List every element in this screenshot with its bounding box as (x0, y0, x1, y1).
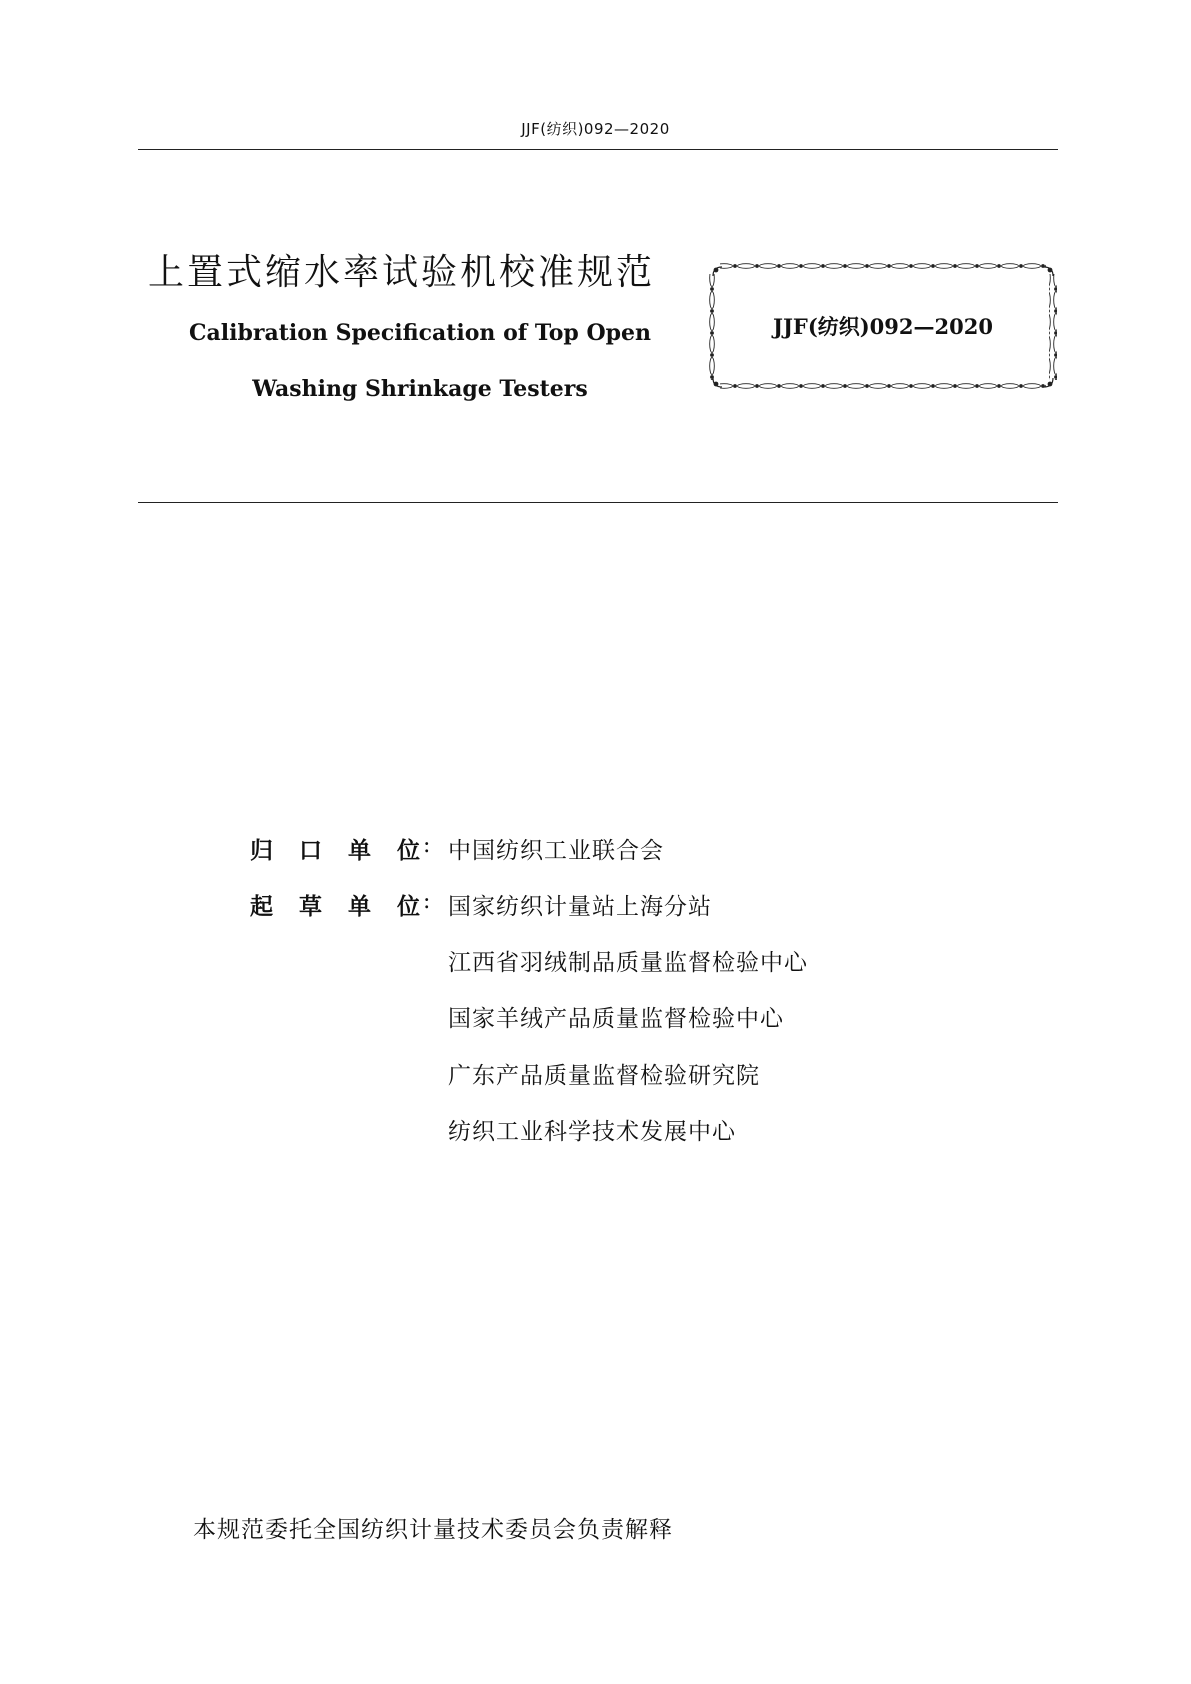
drafting-unit-item: 国家羊绒产品质量监督检验中心 (448, 1006, 784, 1032)
boxed-standard-code: JJF(纺织)092—2020 (773, 314, 993, 339)
title-english-line-2: Washing Shrinkage Testers (252, 376, 588, 402)
label-char: 草 (299, 894, 322, 920)
label-char: 单 (348, 838, 371, 864)
drafting-unit-item: 国家纺织计量站上海分站 (448, 894, 712, 920)
drafting-unit-label (250, 888, 420, 921)
header-standard-code: JJF(纺织)092—2020 (521, 120, 670, 138)
title-chinese: 上置式缩水率试验机校准规范 (148, 252, 656, 293)
top-rule (138, 149, 1058, 150)
bottom-rule (138, 502, 1058, 503)
drafting-unit-item: 纺织工业科学技术发展中心 (448, 1119, 736, 1145)
drafting-unit-item: 江西省羽绒制品质量监督检验中心 (448, 950, 808, 976)
standard-code-box (708, 262, 1058, 392)
drafting-unit-item: 广东产品质量监督检验研究院 (448, 1063, 760, 1089)
label-char: 位 (397, 838, 420, 864)
label-char: 起 (250, 894, 273, 920)
interpretation-note: 本规范委托全国纺织计量技术委员会负责解释 (193, 1517, 673, 1543)
responsible-unit-colon: : (423, 833, 431, 858)
drafting-unit-colon: : (423, 889, 431, 914)
responsible-unit-label (250, 832, 420, 865)
title-english-line-1: Calibration Specification of Top Open (189, 320, 651, 346)
responsible-unit-value: 中国纺织工业联合会 (448, 838, 664, 864)
label-char: 单 (348, 894, 371, 920)
label-char: 位 (397, 894, 420, 920)
label-char: 口 (299, 838, 322, 864)
label-char: 归 (250, 838, 273, 864)
